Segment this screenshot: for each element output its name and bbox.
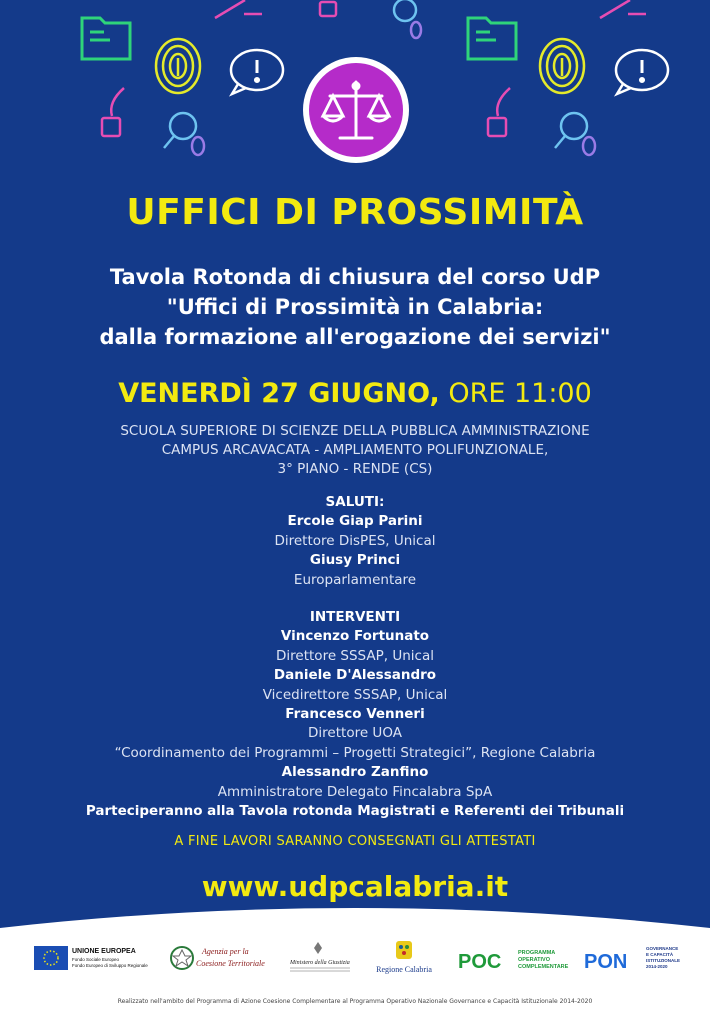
eu-line: Fondo Sociale Europeo bbox=[72, 957, 120, 962]
pen-icon bbox=[600, 0, 646, 18]
greetings-heading: SALUTI: bbox=[325, 494, 385, 510]
speaker-name: Giusy Princi bbox=[309, 552, 401, 569]
program bbox=[0, 493, 710, 822]
ministry-logo bbox=[289, 942, 350, 971]
agency-logo bbox=[196, 947, 265, 968]
partner-logos bbox=[0, 940, 710, 990]
scales-badge bbox=[303, 57, 409, 163]
speaker-name: Alessandro Zanfino bbox=[281, 764, 429, 781]
event-date bbox=[0, 378, 710, 409]
website-link[interactable]: www.udpcalabria.it bbox=[201, 870, 509, 903]
fingerprint-icon bbox=[540, 39, 584, 93]
footer-note: Realizzato nell'ambito del Programma di Azione Coesione Complementare al Programma Operativo Nazionale Governance e Capacità Istituzionale 2014-2020 bbox=[117, 998, 593, 1005]
speaker-role: Direttore DisPES, Unical bbox=[274, 532, 436, 549]
icon-band bbox=[0, 0, 710, 180]
magnifier-icon bbox=[394, 0, 421, 38]
venue-line: 3° PIANO - RENDE (CS) bbox=[277, 461, 433, 477]
pon-line: E CAPACITÀ bbox=[646, 952, 674, 957]
event-subtitle bbox=[0, 262, 710, 352]
speaker-role: Direttore SSSAP, Unical bbox=[276, 647, 434, 664]
pon-logo bbox=[584, 946, 680, 973]
poc-line: PROGRAMMA bbox=[518, 950, 556, 956]
speaker-role: Europarlamentare bbox=[293, 571, 417, 588]
eu-line: Fondo Europeo di Sviluppo Regionale bbox=[72, 963, 148, 968]
footprint-icon bbox=[192, 137, 204, 155]
speaker-name: Ercole Giap Parini bbox=[287, 513, 423, 530]
inkwell-icon bbox=[320, 2, 336, 16]
footprint-icon bbox=[583, 137, 595, 155]
subtitle-line: Tavola Rotonda di chiusura del corso UdP bbox=[109, 265, 601, 289]
fingerprint-icon bbox=[156, 39, 200, 93]
page-title: UFFICI DI PROSSIMITÀ bbox=[126, 192, 584, 233]
poc-mark: POC bbox=[458, 951, 502, 973]
speaker-name: Francesco Venneri bbox=[285, 706, 425, 723]
speaker-name: Daniele D'Alessandro bbox=[273, 667, 437, 684]
poc-logo bbox=[458, 950, 569, 973]
eu-title: UNIONE EUROPEA bbox=[72, 948, 136, 955]
region-logo bbox=[376, 941, 432, 974]
italian-republic-emblem bbox=[171, 947, 193, 969]
speaker-role: Direttore UOA bbox=[308, 725, 402, 742]
closing-note: Parteciperanno alla Tavola rotonda Magistrati e Referenti dei Tribunali bbox=[85, 803, 625, 820]
folder-icon bbox=[468, 18, 516, 59]
event-venue bbox=[0, 422, 710, 479]
ministry-line: Ministero della Giustizia bbox=[290, 960, 350, 966]
speaker-role: Amministratore Delegato Fincalabra SpA bbox=[217, 783, 493, 800]
eu-logo bbox=[34, 946, 148, 970]
pon-line: ISTITUZIONALE bbox=[646, 958, 680, 963]
agency-line: Agenzia per la bbox=[202, 947, 249, 956]
venue-line: SCUOLA SUPERIORE DI SCIENZE DELLA PUBBLICA AMMINISTRAZIONE bbox=[120, 423, 590, 439]
subtitle-line: "Uffici di Prossimità in Calabria: bbox=[166, 295, 544, 319]
folder-icon bbox=[82, 18, 130, 59]
pon-mark: PON bbox=[584, 951, 628, 973]
event-day: VENERDÌ 27 GIUGNO, bbox=[118, 378, 440, 409]
talks-heading: INTERVENTI bbox=[309, 609, 401, 626]
pen-icon bbox=[215, 0, 262, 18]
poc-line: OPERATIVO bbox=[518, 957, 550, 963]
region-name: Regione Calabria bbox=[376, 965, 432, 974]
subtitle-line: dalla formazione all'erogazione dei servizi" bbox=[99, 325, 611, 349]
speaker-role: “Coordinamento dei Programmi – Progetti Strategici”, Regione Calabria bbox=[114, 744, 596, 761]
alert-bubble-icon bbox=[616, 50, 668, 94]
alert-bubble-icon bbox=[231, 50, 283, 94]
inkwell-icon bbox=[488, 88, 510, 136]
poc-line: COMPLEMENTARE bbox=[518, 964, 569, 970]
agency-line: Coesione Territoriale bbox=[196, 959, 265, 968]
event-time: ORE 11:00 bbox=[448, 378, 592, 409]
pon-line: GOVERNANCE bbox=[646, 946, 679, 951]
certificate-notice: A FINE LAVORI SARANNO CONSEGNATI GLI ATTESTATI bbox=[174, 834, 536, 849]
speaker-role: Vicedirettore SSSAP, Unical bbox=[262, 686, 448, 703]
inkwell-icon bbox=[102, 88, 124, 136]
pon-line: 2014-2020 bbox=[646, 964, 668, 969]
venue-line: CAMPUS ARCAVACATA - AMPLIAMENTO POLIFUNZIONALE, bbox=[161, 442, 549, 458]
speaker-name: Vincenzo Fortunato bbox=[280, 628, 430, 645]
